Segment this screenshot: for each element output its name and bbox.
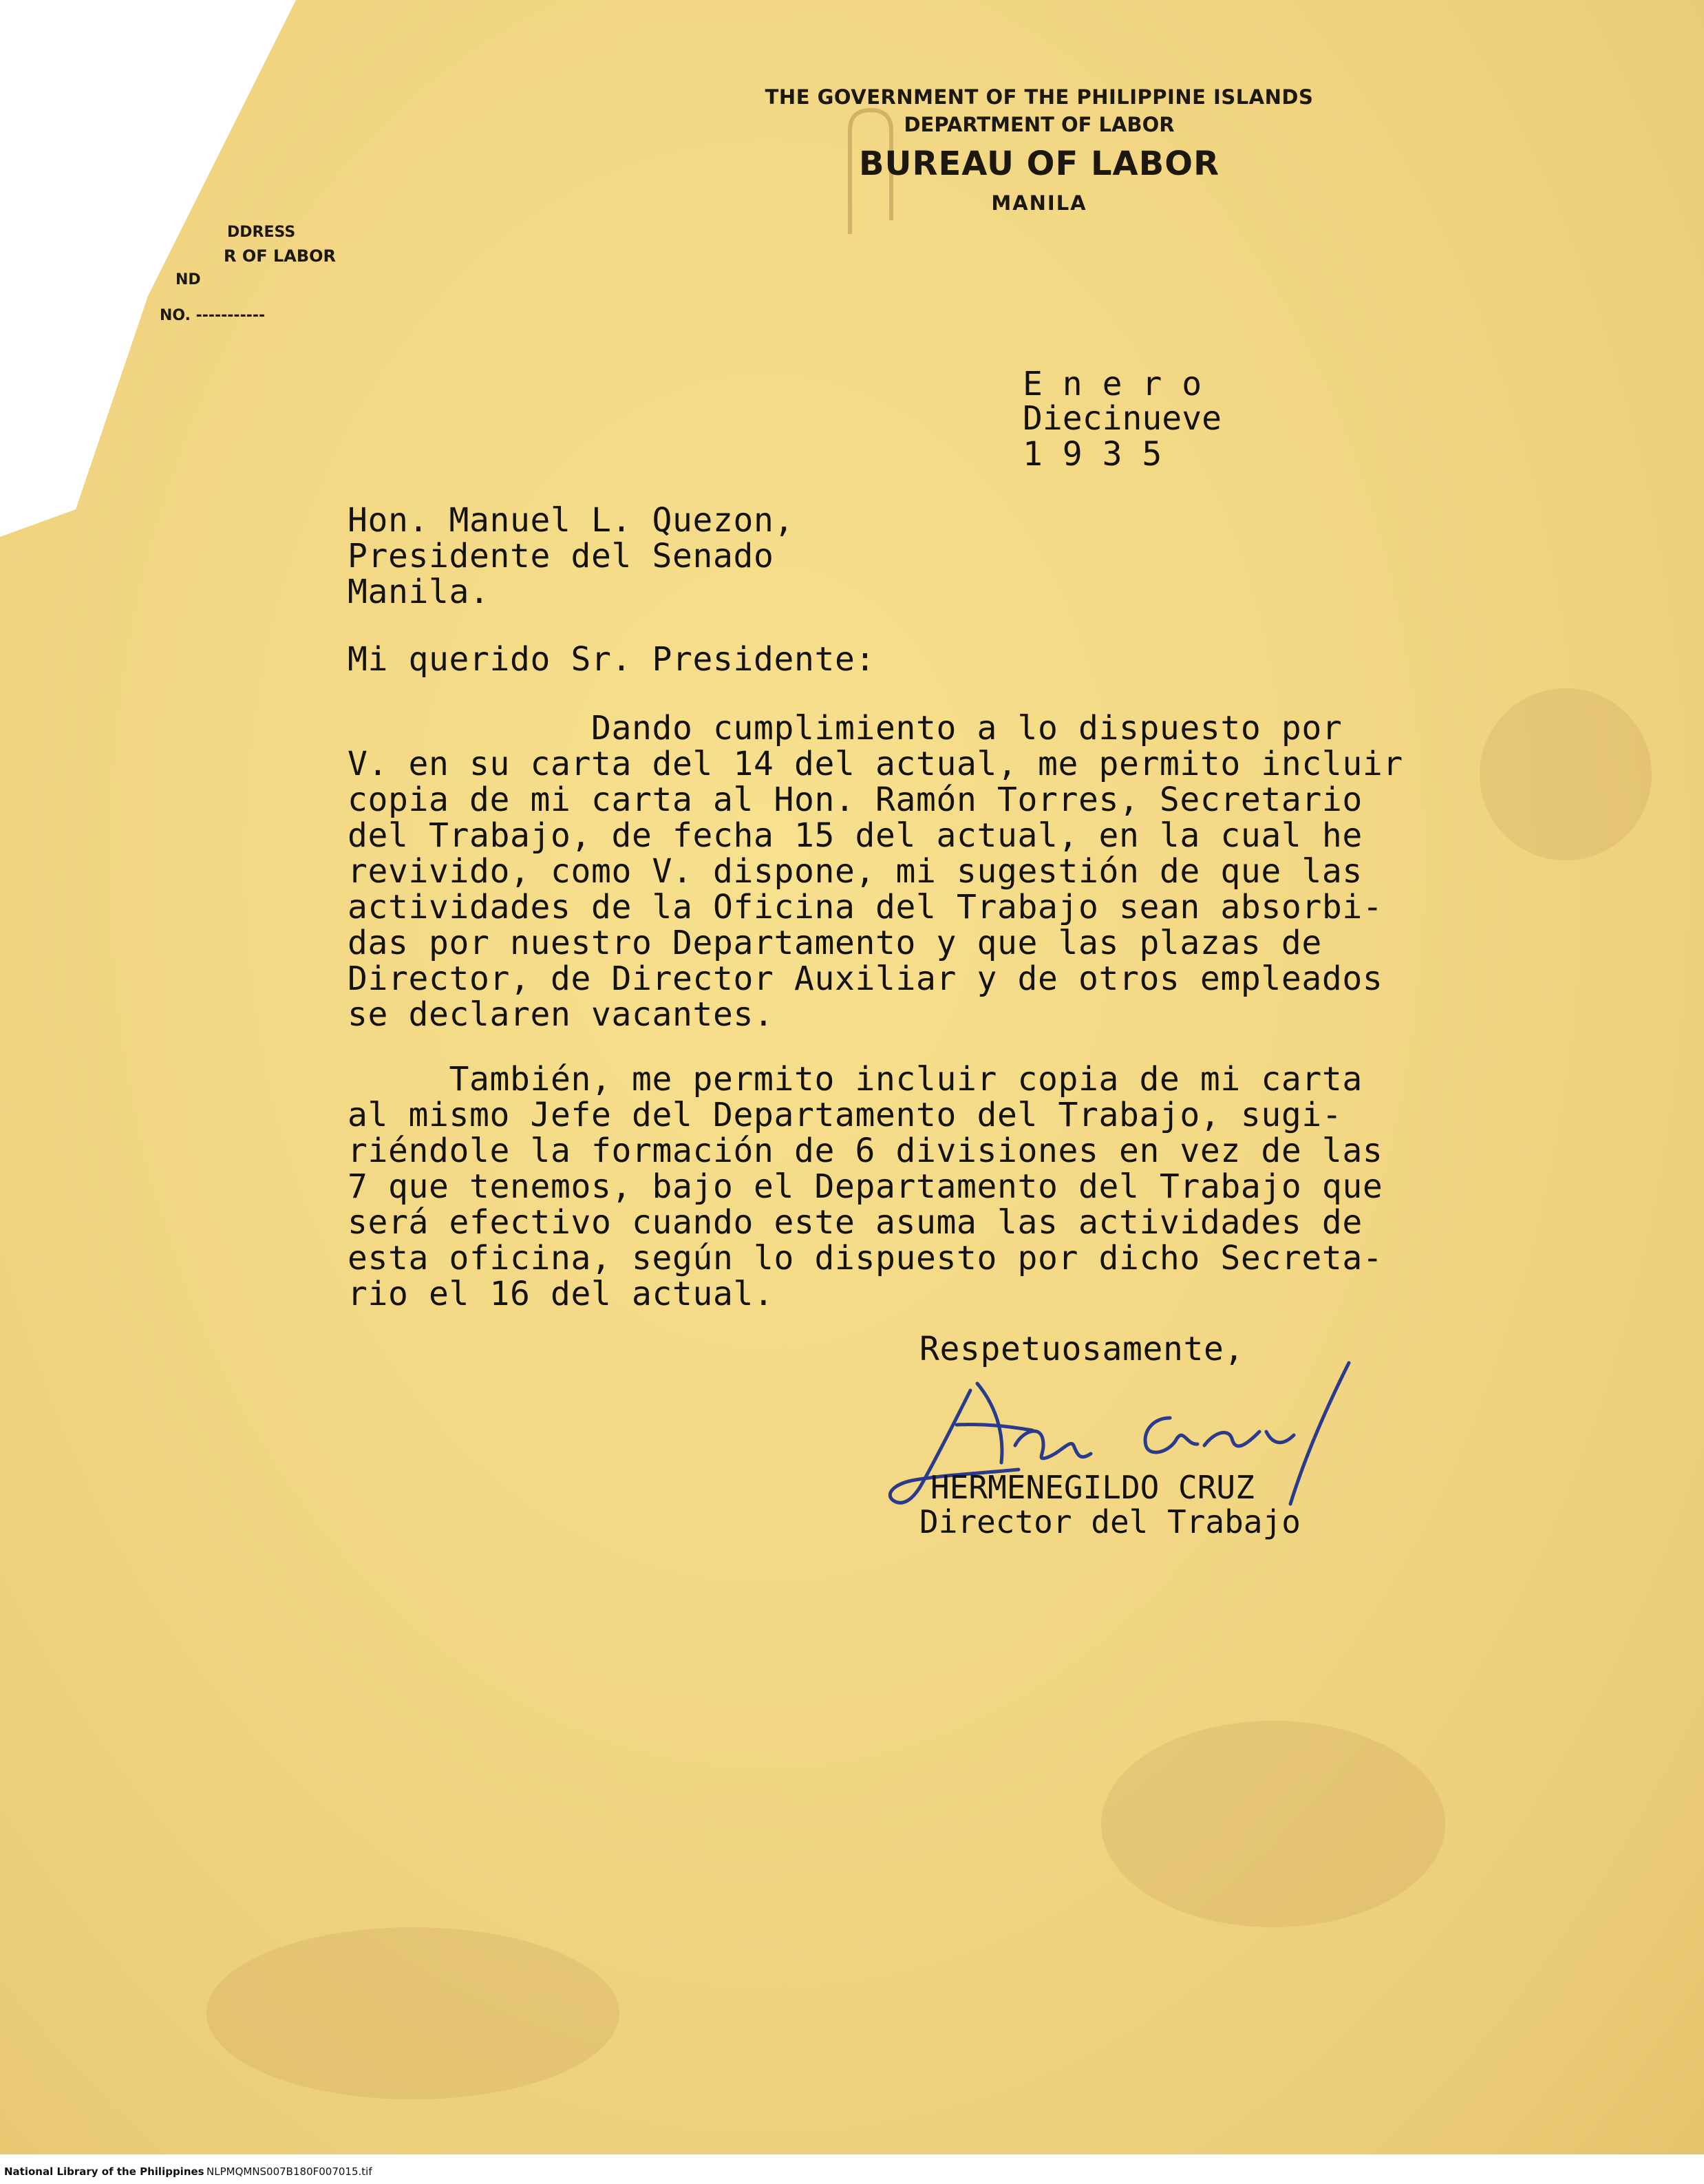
salutation: Mi querido Sr. Presidente: (348, 640, 875, 679)
date-month: E n e r o (1023, 365, 1202, 403)
signer-title: Director del Trabajo (919, 1503, 1301, 1540)
body-line: será efectivo cuando este asuma las actividades de (348, 1203, 1363, 1242)
body-line: rio el 16 del actual. (348, 1275, 774, 1313)
closing: Respetuosamente, (919, 1330, 1244, 1368)
body-line: copia de mi carta al Hon. Ramón Torres, Secretario (348, 781, 1363, 819)
footer-file-id: NLPMQMNS007B180F007015.tif (206, 2165, 372, 2178)
body-line: V. en su carta del 14 del actual, me permito incluir (348, 745, 1403, 783)
footer-institution: National Library of the Philippines (4, 2165, 204, 2178)
signer-name: HERMENEGILDO CRUZ (930, 1469, 1255, 1506)
body-line: se declaren vacantes. (348, 995, 774, 1034)
body-line: Dando cumplimiento a lo dispuesto por (348, 709, 1343, 748)
recipient-name: Hon. Manuel L. Quezon, (348, 501, 794, 540)
letterhead-city: MANILA (991, 191, 1087, 215)
body-line: al mismo Jefe del Departamento del Trabajo, sugi- (348, 1096, 1343, 1134)
date-year: 1 9 3 5 (1023, 435, 1162, 474)
body-line: También, me permito incluir copia de mi carta (348, 1060, 1363, 1099)
body-line: riéndole la formación de 6 divisiones en vez de las (348, 1132, 1383, 1170)
margin-note-line: DDRESS (227, 224, 296, 241)
recipient-city: Manila. (348, 573, 490, 611)
margin-note-line: R OF LABOR (224, 246, 337, 266)
body-line: actividades de la Oficina del Trabajo sean absorbi- (348, 888, 1383, 926)
letterhead-bureau: BUREAU OF LABOR (858, 145, 1220, 183)
paper-stain (1480, 688, 1652, 860)
body-line: das por nuestro Departamento y que las plazas de (348, 924, 1322, 962)
margin-note-number: NO. ----------- (160, 307, 266, 324)
paper-stain (206, 1927, 619, 2099)
paper-stain (1101, 1721, 1445, 1927)
recipient-title: Presidente del Senado (348, 537, 774, 575)
body-line: revivido, como V. dispone, mi sugestión de que las (348, 852, 1363, 891)
margin-note-line: ND (175, 271, 201, 288)
body-line: del Trabajo, de fecha 15 del actual, en la cual he (348, 816, 1363, 855)
letterhead-government: THE GOVERNMENT OF THE PHILIPPINE ISLANDS (765, 85, 1314, 109)
body-line: esta oficina, según lo dispuesto por dicho Secreta- (348, 1239, 1383, 1277)
letterhead-department: DEPARTMENT OF LABOR (904, 113, 1175, 136)
date-day: Diecinueve (1023, 399, 1222, 438)
body-line: 7 que tenemos, bajo el Departamento del Trabajo que (348, 1167, 1383, 1206)
body-line: Director, de Director Auxiliar y de otros empleados (348, 960, 1383, 998)
